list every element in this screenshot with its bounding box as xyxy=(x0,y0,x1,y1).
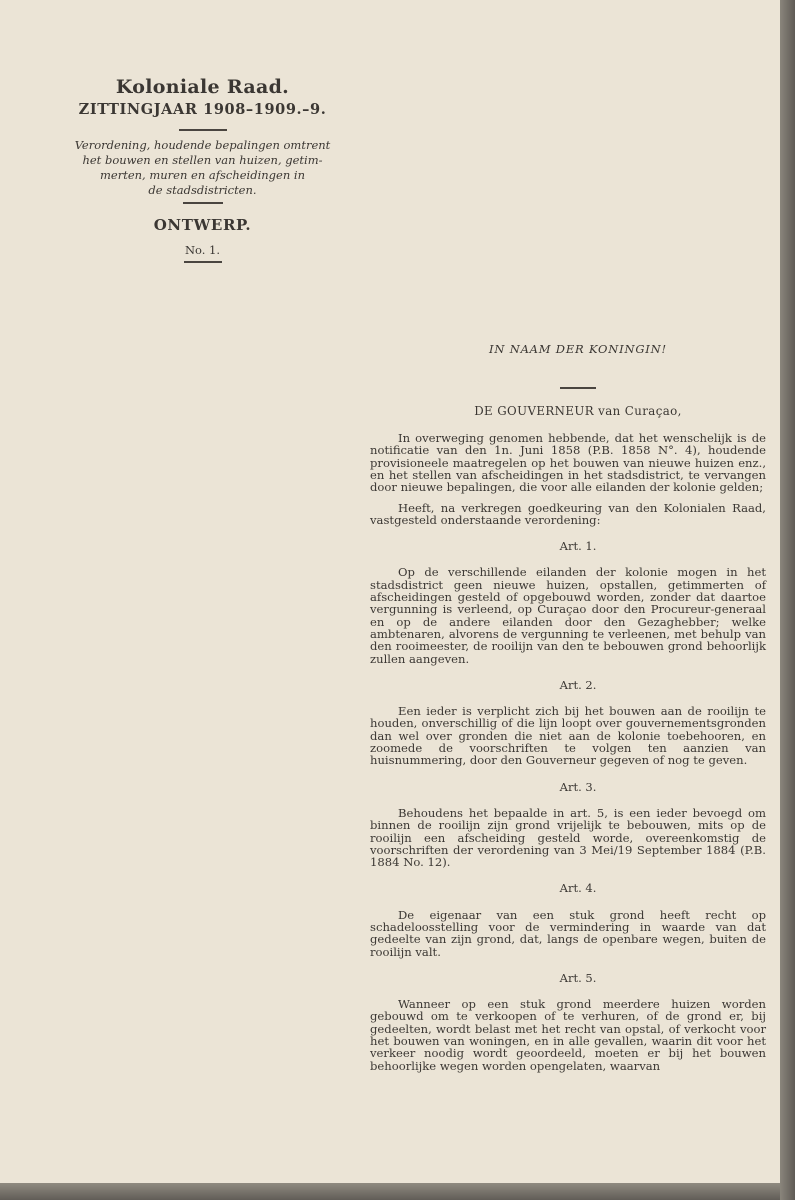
header-divider xyxy=(179,129,227,131)
article-text: Behoudens het bepaalde in art. 5, is een ieder bevoegd om binnen de rooilijn zijn grond vrijelijk te bebouwen, mits op de rooilijn een afscheiding gesteld worde, overeenkomstig de voorschriften der verordening van 3 Mei/19 September 1884 (P.B. 1884 No. 12). xyxy=(370,805,766,870)
invocation: IN NAAM DER KONINGIN! xyxy=(489,342,667,356)
article-heading: Art. 1. xyxy=(559,539,597,554)
enactment-paragraph: Heeft, na verkregen goedkeuring van den Kolonialen Raad, vastgesteld onderstaande verordening: xyxy=(370,500,766,527)
article-heading: Art. 2. xyxy=(559,677,597,692)
article-text: Op de verschillende eilanden der kolonie mogen in het stadsdistrict geen nieuwe huizen, opstallen, getimmerten of afscheidingen gesteld of opgebouwd worden, zonder dat daartoe vergunning is verleend, op Curaçao door den Procureur-generaal en op de andere eilanden door den Gezaghebber; welke ambtenaren, alvorens de vergunning te verleenen, met behulp van den rooimeester, de rooilijn van den te bebouwen grond behoorlijk zullen aangeven. xyxy=(370,565,766,666)
session-year: ZITTINGJAAR 1908–1909.–9. xyxy=(78,101,327,118)
article-heading: Art. 4. xyxy=(559,881,597,896)
council-title: Koloniale Raad. xyxy=(115,76,290,98)
page-bottom-edge xyxy=(0,1183,780,1200)
regulation-body xyxy=(370,343,766,1072)
page-edge xyxy=(780,0,795,1200)
addressee: DE GOUVERNEUR van Curaçao, xyxy=(474,403,682,418)
invocation-divider xyxy=(560,387,596,389)
article-text: Een ieder is verplicht zich bij het bouwen aan de rooilijn te houden, onverschillig of die lijn loopt over gouvernementsgronden dan wel over gronden die niet aan de kolonie toebehooren, en zoomede de voorschriften te volgen ten aanzien van huisnummering, door den Gouverneur gegeven of nog te geven. xyxy=(370,704,766,768)
draft-status: ONTWERP. xyxy=(153,216,252,234)
article-text: Wanneer op een stuk grond meerdere huizen worden gebouwd om te verkoopen of te verhuren, of de grond er, bij gedeelten, wordt belast met het recht van opstal, of verkocht voor het bouwen van woningen, en in alle gevallen, waarin dit voor het verkeer noodig wordt geoordeeld, moeten er bij het bouwen behoorlijke wegen worden opengelaten, waarvan xyxy=(370,997,766,1073)
subject-divider xyxy=(183,202,223,204)
article-text: De eigenaar van een stuk grond heeft recht op schadeloosstelling voor de vermindering in waarde van dat gedeelte van zijn grond, dat, langs de openbare wegen, buiten de rooilijn valt. xyxy=(370,907,766,959)
draft-number: No. 1. xyxy=(184,243,221,257)
article-heading: Art. 5. xyxy=(559,970,597,985)
article-heading: Art. 3. xyxy=(559,779,597,794)
preamble-paragraph: In overweging genomen hebbende, dat het wenschelijk is de notificatie van den 1n. Juni 1858 (P.B. 1858 N°. 4), houdende provisioneele maatregelen op het bouwen van nieuwe huizen enz., en het stellen van afscheidingen in het stadsdistrict, te vervangen door nieuwe bepalingen, die voor alle eilanden der kolonie gelden; xyxy=(370,431,766,495)
number-divider xyxy=(184,261,222,263)
document-header xyxy=(60,76,345,263)
regulation-subject: Verordening, houdende bepalingen omtrent het bouwen en stellen van huizen, getim- merten, muren en afscheidingen in de stadsdistricten. xyxy=(74,138,331,197)
